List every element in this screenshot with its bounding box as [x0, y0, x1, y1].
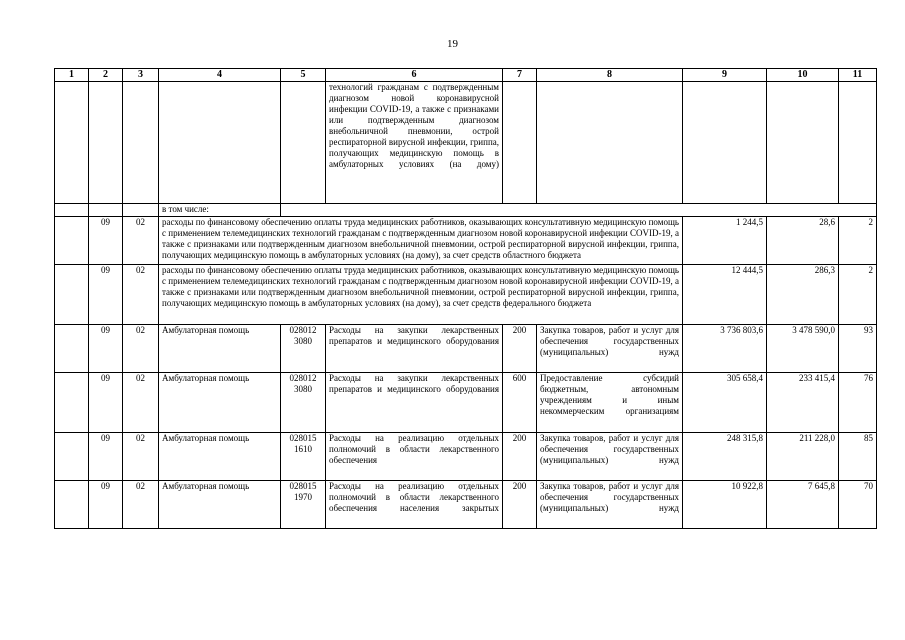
table-row-wide	[55, 265, 877, 325]
percent-value: 85	[839, 433, 877, 481]
expense-type-name: Закупка товаров, работ и услуг для обеспечения государственных (муниципальных) нужд	[537, 433, 683, 481]
expense-type-name: Предоставление субсидий бюджетным, автономным учреждениям и иным некоммерческим организациям	[537, 373, 683, 433]
budget-table	[54, 68, 877, 529]
column-header: 1	[55, 69, 89, 82]
planned-amount: 1 244,5	[683, 217, 767, 265]
expense-type-code: 200	[503, 481, 537, 529]
actual-amount: 7 645,8	[767, 481, 839, 529]
expense-type-name: Закупка товаров, работ и услуг для обеспечения государственных (муниципальных) нужд	[537, 325, 683, 373]
actual-amount: 286,3	[767, 265, 839, 325]
expense-type-code: 600	[503, 373, 537, 433]
subsection-name: Амбулаторная помощь	[159, 325, 281, 373]
subsection-name: Амбулаторная помощь	[159, 481, 281, 529]
subsection-name: Амбулаторная помощь	[159, 433, 281, 481]
page-number: 19	[447, 38, 458, 50]
section-code: 09	[89, 373, 123, 433]
wide-description: расходы по финансовому обеспечению оплаты труда медицинских работников, оказывающих консультативную медицинскую помощь с применением телемедицинских технологий гражданам с подтвержденным диагнозом новой коронавирусной инфекции COVID-19, а также с признаками или подтвержденным диагнозом внебольничной пневмонии, острой респираторной вирусной инфекции, гриппа, получающих медицинскую помощь в амбулаторных условиях (на дому), за счет средств областного бюджета	[159, 217, 683, 265]
planned-amount: 10 922,8	[683, 481, 767, 529]
subheader-label: в том числе:	[159, 204, 281, 217]
column-header: 6	[326, 69, 503, 82]
column-header: 9	[683, 69, 767, 82]
column-header: 3	[123, 69, 159, 82]
subsection-code: 02	[123, 325, 159, 373]
target-article-name: Расходы на реализацию отдельных полномочий в области лекарственного обеспечения	[326, 433, 503, 481]
target-article-code: 028012 3080	[281, 373, 326, 433]
table-row	[55, 481, 877, 529]
expense-type-code: 200	[503, 433, 537, 481]
target-article-code: 028015 1970	[281, 481, 326, 529]
target-article-name: Расходы на закупки лекарственных препаратов и медицинского оборудования	[326, 373, 503, 433]
column-header: 10	[767, 69, 839, 82]
column-header: 2	[89, 69, 123, 82]
table-row-subheader	[55, 204, 877, 217]
planned-amount: 305 658,4	[683, 373, 767, 433]
column-header: 7	[503, 69, 537, 82]
percent-value: 70	[839, 481, 877, 529]
actual-amount: 28,6	[767, 217, 839, 265]
percent-value: 76	[839, 373, 877, 433]
planned-amount: 12 444,5	[683, 265, 767, 325]
table-row	[55, 325, 877, 373]
percent-value: 2	[839, 265, 877, 325]
actual-amount: 3 478 590,0	[767, 325, 839, 373]
table-row	[55, 373, 877, 433]
target-article-code: 028015 1610	[281, 433, 326, 481]
column-number-row	[55, 69, 877, 82]
target-article-code: 028012 3080	[281, 325, 326, 373]
column-header: 8	[537, 69, 683, 82]
continued-description: технологий гражданам с подтвержденным диагнозом новой коронавирусной инфекции COVID-19, а также с признаками или подтвержденным диагнозом внебольничной пневмонии, острой респираторной вирусной инфекции, гриппа, получающих медицинскую помощь в амбулаторных условиях (на дому)	[326, 82, 503, 204]
subsection-name: Амбулаторная помощь	[159, 373, 281, 433]
section-code: 09	[89, 481, 123, 529]
column-header: 5	[281, 69, 326, 82]
subsection-code: 02	[123, 433, 159, 481]
actual-amount: 211 228,0	[767, 433, 839, 481]
section-code: 09	[89, 325, 123, 373]
section-code: 09	[89, 433, 123, 481]
column-header: 4	[159, 69, 281, 82]
target-article-name: Расходы на реализацию отдельных полномочий в области лекарственного обеспечения населения закрытых	[326, 481, 503, 529]
table-row-wide	[55, 217, 877, 265]
section-code: 09	[89, 265, 123, 325]
subsection-code: 02	[123, 373, 159, 433]
column-header: 11	[839, 69, 877, 82]
planned-amount: 3 736 803,6	[683, 325, 767, 373]
expense-type-name: Закупка товаров, работ и услуг для обеспечения государственных (муниципальных) нужд	[537, 481, 683, 529]
expense-type-code: 200	[503, 325, 537, 373]
section-code: 09	[89, 217, 123, 265]
percent-value: 2	[839, 217, 877, 265]
subsection-code: 02	[123, 217, 159, 265]
subsection-code: 02	[123, 265, 159, 325]
subsection-code: 02	[123, 481, 159, 529]
planned-amount: 248 315,8	[683, 433, 767, 481]
table-row-continuation	[55, 82, 877, 204]
table-row	[55, 433, 877, 481]
target-article-name: Расходы на закупки лекарственных препаратов и медицинского оборудования	[326, 325, 503, 373]
percent-value: 93	[839, 325, 877, 373]
actual-amount: 233 415,4	[767, 373, 839, 433]
wide-description: расходы по финансовому обеспечению оплаты труда медицинских работников, оказывающих консультативную медицинскую помощь с применением телемедицинских технологий гражданам с подтвержденным диагнозом новой коронавирусной инфекции COVID-19, а также с признаками или подтвержденным диагнозом внебольничной пневмонии, острой респираторной вирусной инфекции, гриппа, получающих медицинскую помощь в амбулаторных условиях (на дому), за счет средств федерального бюджета	[159, 265, 683, 325]
